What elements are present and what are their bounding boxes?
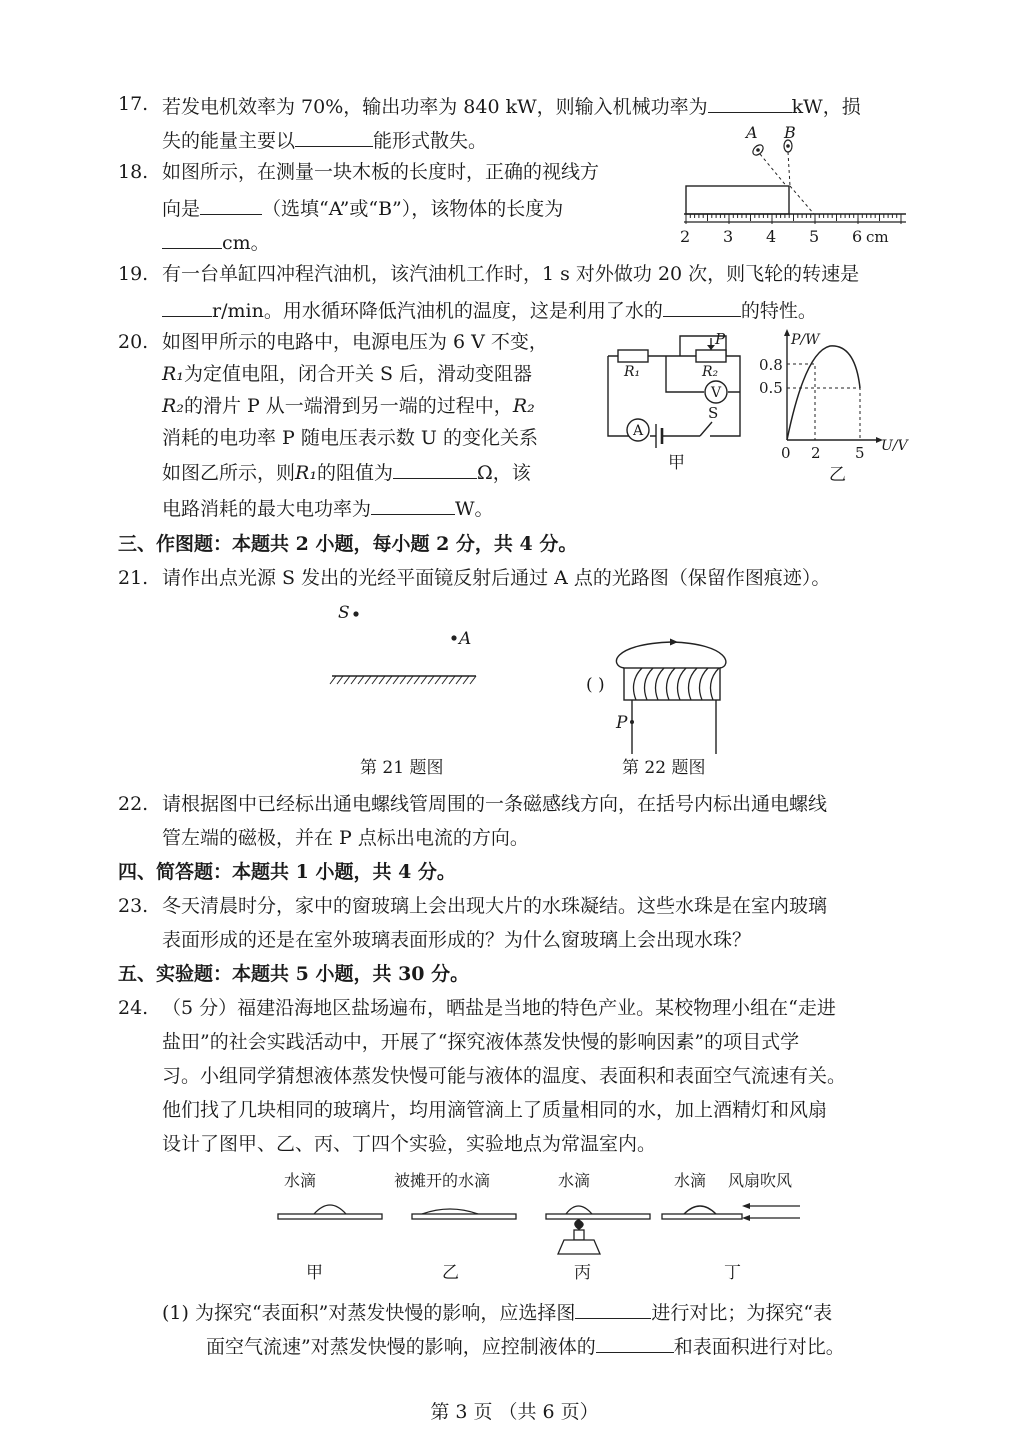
ruler-tick-3: 3 bbox=[723, 227, 734, 246]
q24-sub1-text-a: (1) 为探究“表面积”对蒸发快慢的影响，应选择图 bbox=[162, 1302, 576, 1324]
water-drop-yi bbox=[422, 1209, 478, 1214]
q24-blank-variable[interactable] bbox=[596, 1332, 674, 1353]
caption-bing: 丙 bbox=[574, 1263, 591, 1283]
q20-line5 bbox=[162, 458, 531, 485]
glass-yi bbox=[412, 1214, 516, 1219]
flame-icon bbox=[574, 1219, 584, 1230]
solenoid-bracket[interactable]: ( ) bbox=[586, 675, 605, 695]
q18-line2 bbox=[162, 194, 563, 221]
point-p bbox=[630, 720, 634, 724]
ruler-tick-4: 4 bbox=[766, 227, 777, 246]
q20-text-6b: W。 bbox=[455, 498, 494, 520]
slider-arrow-icon bbox=[707, 345, 715, 350]
mirror-hatch-line bbox=[456, 676, 462, 684]
circuit-label-r1: R₁ bbox=[624, 364, 641, 380]
q23-line2: 表面形成的还是在室外玻璃表面形成的？为什么窗玻璃上会出现水珠？ bbox=[162, 929, 752, 951]
circuit-label-a: A bbox=[633, 423, 644, 439]
q24-blank-figures[interactable] bbox=[575, 1298, 651, 1319]
lamp-wick bbox=[574, 1230, 584, 1240]
label-drop-jia: 水滴 bbox=[284, 1171, 317, 1190]
solenoid-figure bbox=[580, 630, 760, 754]
circuit-label-v: V bbox=[711, 385, 722, 401]
q20-r2-b: R₂ bbox=[512, 395, 535, 417]
q18-number: 18. bbox=[118, 161, 149, 183]
q24-sub1-text-c: 面空气流速”对蒸发快慢的影响，应控制液体的 bbox=[206, 1336, 596, 1358]
q21-line1: 请作出点光源 S 发出的光经平面镜反射后通过 A 点的光路图（保留作图痕迹）。 bbox=[162, 567, 831, 589]
q20-blank-power[interactable] bbox=[371, 494, 455, 515]
q19-number: 19. bbox=[118, 263, 149, 285]
q24-sub1-text-d: 和表面积进行对比。 bbox=[673, 1336, 845, 1358]
graph-ytick-08: 0.8 bbox=[759, 356, 783, 374]
q18-line1: 如图所示，在测量一块木板的长度时，正确的视线方 bbox=[162, 161, 600, 183]
ruler-tick-6: 6 bbox=[852, 227, 863, 246]
mirror-hatch-line bbox=[379, 676, 385, 684]
graph-xtick-0: 0 bbox=[781, 444, 791, 462]
circuit-label-p: P bbox=[715, 330, 726, 348]
caption-yi: 乙 bbox=[442, 1263, 459, 1283]
q18-blank-direction[interactable] bbox=[200, 194, 262, 215]
water-drop-bing bbox=[566, 1206, 592, 1214]
q19-line1: 有一台单缸四冲程汽油机，该汽油机工作时，1 s 对外做功 20 次，则飞轮的转速是 bbox=[162, 263, 860, 285]
q22-line1: 请根据图中已经标出通电螺线管周围的一条磁感线方向，在括号内标出通电螺线 bbox=[162, 793, 828, 815]
graph-xlabel: U/V bbox=[881, 438, 908, 454]
q22-number: 22. bbox=[118, 793, 149, 815]
graph-xtick-5: 5 bbox=[855, 444, 865, 462]
graph-ytick-05: 0.5 bbox=[759, 379, 783, 397]
caption-ding: 丁 bbox=[724, 1263, 741, 1283]
label-fan-wind: 风扇吹风 bbox=[728, 1171, 793, 1190]
caption-jia: 甲 bbox=[306, 1263, 323, 1283]
section-5-heading: 五、实验题：本题共 5 小题，共 30 分。 bbox=[118, 963, 470, 985]
field-arrow-icon bbox=[670, 639, 678, 646]
q20-number: 20. bbox=[118, 331, 149, 353]
ruler-label-a: A bbox=[746, 123, 758, 142]
alcohol-lamp-icon bbox=[558, 1240, 600, 1254]
solenoid-leads bbox=[632, 700, 716, 754]
solenoid-label-p: P bbox=[616, 713, 628, 733]
q20-line2 bbox=[162, 362, 532, 386]
glass-jia bbox=[278, 1214, 382, 1219]
mirror-hatch-line bbox=[351, 676, 357, 684]
wind-arrow-1-icon bbox=[742, 1203, 750, 1209]
q19-text-c: 的特性。 bbox=[740, 300, 817, 322]
mirror-label-a: A bbox=[459, 629, 472, 649]
q18-text-c: cm。 bbox=[222, 232, 270, 254]
label-drop-bing: 水滴 bbox=[558, 1171, 591, 1190]
q24-sub1-text-b: 进行对比；为探究“表 bbox=[651, 1302, 833, 1324]
evaporation-figure bbox=[270, 1166, 810, 1290]
q20-line3 bbox=[162, 394, 535, 418]
q20-text-3: 的滑片 P 从一端滑到另一端的过程中， bbox=[183, 395, 513, 417]
graph-caption: 乙 bbox=[829, 465, 846, 482]
graph-guide-08 bbox=[787, 364, 815, 440]
q20-line1: 如图甲所示的电路中，电源电压为 6 V 不变， bbox=[162, 331, 548, 353]
graph-xtick-2: 2 bbox=[811, 444, 821, 462]
q17-line1 bbox=[162, 92, 861, 119]
q24-sub1-line1 bbox=[162, 1298, 832, 1325]
ruler-tick-5: 5 bbox=[809, 227, 820, 246]
q23-line1: 冬天清晨时分，家中的窗玻璃上会出现大片的水珠凝结。这些水珠是在室内玻璃 bbox=[162, 895, 828, 917]
q24-sub1-line2 bbox=[206, 1332, 845, 1359]
mirror-hatch-line bbox=[358, 676, 364, 684]
light-source-point bbox=[353, 611, 358, 616]
mirror-hatch-line bbox=[414, 676, 420, 684]
q20-text-5b: 的阻值为 bbox=[316, 462, 393, 484]
page-footer: 第 3 页 （共 6 页） bbox=[430, 1401, 599, 1423]
sight-line-ext bbox=[790, 186, 814, 214]
switch-s bbox=[700, 422, 712, 436]
mirror-hatch-line bbox=[428, 676, 434, 684]
mirror-hatch-line bbox=[337, 676, 343, 684]
mirror-hatch-line bbox=[449, 676, 455, 684]
wood-board bbox=[686, 186, 789, 214]
circuit-caption: 甲 bbox=[668, 453, 685, 473]
q24-line3: 习。小组同学猜想液体蒸发快慢可能与液体的温度、表面积和表面空气流速有关。 bbox=[162, 1065, 847, 1087]
q20-r2-a: R₂ bbox=[162, 395, 184, 417]
water-drop-jia bbox=[314, 1205, 346, 1214]
circuit-label-s: S bbox=[708, 404, 719, 422]
mirror-hatch-line bbox=[435, 676, 441, 684]
q18-text-a: 向是 bbox=[162, 198, 201, 220]
q21-number: 21. bbox=[118, 567, 149, 589]
sight-line-b bbox=[788, 152, 790, 186]
q24-line2: 盐田”的社会实践活动中，开展了“探究液体蒸发快慢的影响因素”的项目式学 bbox=[162, 1031, 800, 1053]
mirror-hatch-line bbox=[365, 676, 371, 684]
mirror-hatch-line bbox=[470, 676, 476, 684]
q20-text-2: 为定值电阻，闭合开关 S 后，滑动变阻器 bbox=[183, 363, 533, 385]
mirror-hatch-line bbox=[344, 676, 350, 684]
resistor-r1 bbox=[618, 350, 648, 362]
water-drop-ding bbox=[684, 1206, 716, 1214]
q18-text-b: （选填“A”或“B”），该物体的长度为 bbox=[262, 198, 564, 220]
circuit-label-r2: R₂ bbox=[702, 364, 719, 380]
mirror-hatch-line bbox=[372, 676, 378, 684]
point-a bbox=[451, 635, 456, 640]
mirror-label-s: S bbox=[338, 603, 350, 623]
mirror-hatch-line bbox=[400, 676, 406, 684]
q20-text-6a: 电路消耗的最大电功率为 bbox=[162, 498, 372, 520]
q17-text-d: 能形式散失。 bbox=[373, 130, 488, 152]
glass-bing bbox=[546, 1214, 650, 1219]
q17-blank-power[interactable] bbox=[708, 92, 792, 113]
sight-line-a bbox=[760, 154, 788, 188]
q20-blank-resistance[interactable] bbox=[393, 458, 477, 479]
q24-line1: （5 分）福建沿海地区盐场遍布，晒盐是当地的特色产业。某校物理小组在“走进 bbox=[162, 997, 836, 1019]
q17-line2 bbox=[162, 126, 487, 153]
q24-line5: 设计了图甲、乙、丙、丁四个实验，实验地点为常温室内。 bbox=[162, 1133, 657, 1155]
graph-ylabel: P/W bbox=[791, 332, 820, 348]
mirror-hatching bbox=[330, 676, 476, 684]
q20-line4: 消耗的电功率 P 随电压表示数 U 的变化关系 bbox=[162, 427, 538, 449]
section-3-heading: 三、作图题：本题共 2 小题，每小题 2 分，共 4 分。 bbox=[118, 533, 578, 555]
q17-text-c: 失的能量主要以 bbox=[162, 130, 296, 152]
mirror-hatch-line bbox=[386, 676, 392, 684]
mirror-hatch-line bbox=[393, 676, 399, 684]
q17-text-a: 若发电机效率为 70%，输出功率为 840 kW，则输入机械功率为 bbox=[162, 96, 708, 118]
mirror-hatch-line bbox=[463, 676, 469, 684]
fig22-caption: 第 22 题图 bbox=[622, 758, 706, 778]
power-voltage-graph bbox=[755, 322, 915, 482]
mirror-hatch-line bbox=[442, 676, 448, 684]
glass-ding bbox=[662, 1214, 742, 1219]
q20-text-5a: 如图乙所示，则 bbox=[162, 462, 296, 484]
section-4-heading: 四、简答题：本题共 1 小题，共 4 分。 bbox=[118, 861, 456, 883]
q20-r1-a: R₁ bbox=[162, 363, 184, 385]
field-line bbox=[616, 642, 725, 668]
graph-curve bbox=[787, 346, 860, 440]
ruler-label-b: B bbox=[784, 123, 796, 142]
wind-arrow-2-icon bbox=[742, 1215, 750, 1221]
mirror-hatch-line bbox=[407, 676, 413, 684]
q20-text-5c: Ω，该 bbox=[476, 462, 531, 484]
q22-line2: 管左端的磁极，并在 P 点标出电流的方向。 bbox=[162, 827, 529, 849]
q18-blank-length[interactable] bbox=[162, 228, 222, 249]
q17-blank-energy[interactable] bbox=[295, 126, 373, 147]
mirror-hatch-line bbox=[421, 676, 427, 684]
fig21-caption: 第 21 题图 bbox=[360, 758, 444, 778]
q17-text-b: kW，损 bbox=[791, 96, 861, 118]
ruler-tick-2: 2 bbox=[680, 227, 691, 246]
q19-blank-property[interactable] bbox=[663, 296, 741, 317]
q24-line4: 他们找了几块相同的玻璃片，均用滴管滴上了质量相同的水，加上酒精灯和风扇 bbox=[162, 1099, 828, 1121]
eye-a-icon bbox=[751, 143, 765, 157]
q24-number: 24. bbox=[118, 997, 149, 1019]
q19-blank-speed[interactable] bbox=[162, 296, 212, 317]
q20-r1-b: R₁ bbox=[295, 462, 317, 484]
q19-text-b: r/min。用水循环降低汽油机的温度，这是利用了水的 bbox=[212, 300, 663, 322]
ruler-figure bbox=[676, 120, 916, 250]
label-spread-drop: 被摊开的水滴 bbox=[394, 1171, 491, 1190]
q17-number: 17. bbox=[118, 93, 149, 115]
q18-line3 bbox=[162, 228, 270, 255]
resistor-r2 bbox=[696, 350, 726, 362]
mirror-hatch-line bbox=[330, 676, 336, 684]
circuit-figure bbox=[600, 328, 750, 478]
q23-number: 23. bbox=[118, 895, 149, 917]
label-drop-ding: 水滴 bbox=[674, 1171, 707, 1190]
ruler-unit: cm bbox=[866, 228, 889, 246]
y-axis-arrow-icon bbox=[784, 329, 790, 336]
mirror-figure bbox=[320, 596, 500, 696]
q19-line2 bbox=[162, 296, 817, 323]
q20-line6 bbox=[162, 494, 494, 521]
